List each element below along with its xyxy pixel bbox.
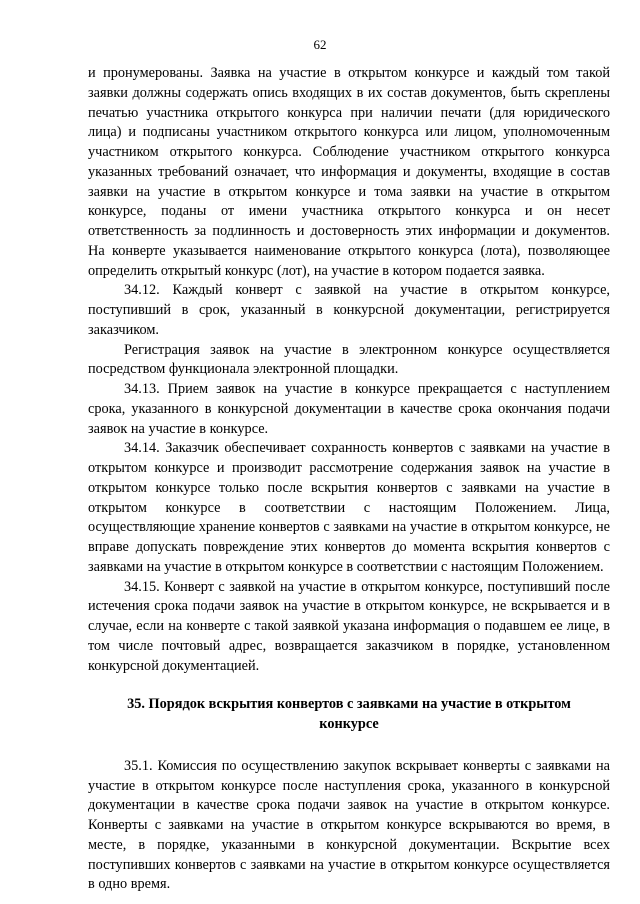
paragraph-35-1: 35.1. Комиссия по осуществлению закупок вскрывает конверты с заявками на участие в открытом конкурсе после наступления срока, указанного в конкурсной документации в качестве срока подачи заявок на участие в открытом конкурсе. Конверты с заявками на участие в открытом конкурсе вскрываются во время, в месте, в порядке, указанными в конкурсной документации. Вскрытие всех поступивших конвертов с заявками на участие в открытом конкурсе осуществляется в одно время. [88, 757, 610, 893]
section-heading [88, 695, 610, 735]
paragraph-continuation: и пронумерованы. Заявка на участие в открытом конкурсе и каждый том такой заявки должны содержать опись входящих в их состав документов, быть скреплены печатью участника открытого конкурса при наличии печати (для юридического лица) и подписаны участником открытого конкурса или лицом, уполномоченным участником открытого конкурса. Соблюдение участником открытого конкурса указанных требований означает, что информация и документы, входящие в состав заявки на участие в открытом конкурсе и тома заявки на участие в открытом конкурсе, поданы от имени участника открытого конкурса и он несет ответственность за подлинность и достоверность этих информации и документов. На конверте указывается наименование открытого конкурса (лота), позволяющее определить открытый конкурс (лот), на участие в котором подается заявка. [88, 65, 610, 279]
page-content [88, 64, 610, 895]
paragraph-34-13: 34.13. Прием заявок на участие в конкурсе прекращается с наступлением срока, указанного в конкурсной документации в качестве срока окончания подачи заявок на участие в конкурсе. [88, 381, 610, 437]
spacer [88, 676, 610, 695]
page-number: 62 [313, 37, 327, 52]
spacer [88, 735, 610, 757]
paragraph-34-14: 34.14. Заказчик обеспечивает сохранность конвертов с заявками на участие в открытом конкурсе и производит рассмотрение содержания заявок на участие в открытом конкурсе только после вскрытия конвертов с заявками на участие в открытом конкурсе в соответствии с настоящим Положением. Лица, осуществляющие хранение конвертов с заявками на участие в открытом конкурсе, не вправе допускать повреждение этих конвертов до момента вскрытия конвертов с заявками на участие в открытом конкурсе в соответствии с настоящим Положением. [88, 440, 610, 575]
paragraph-registration: Регистрация заявок на участие в электронном конкурсе осуществляется посредством функционала электронной площадки. [88, 341, 610, 378]
paragraph-34-15: 34.15. Конверт с заявкой на участие в открытом конкурсе, поступивший после истечения срока подачи заявок на участие в открытом конкурсе, не вскрывается и в случае, если на конверте с такой заявкой указана информация о подавшем ее лице, в том числе почтовый адрес, возвращается заказчиком в порядке, установленном конкурсной документацией. [88, 578, 610, 674]
section-heading-line2: конкурсе [319, 716, 379, 732]
paragraph-34-12: 34.12. Каждый конверт с заявкой на участие в открытом конкурсе, поступивший в срок, указанный в конкурсной документации, регистрируется заказчиком. [88, 282, 610, 338]
section-heading-line1: 35. Порядок вскрытия конвертов с заявками на участие в открытом [127, 696, 571, 713]
